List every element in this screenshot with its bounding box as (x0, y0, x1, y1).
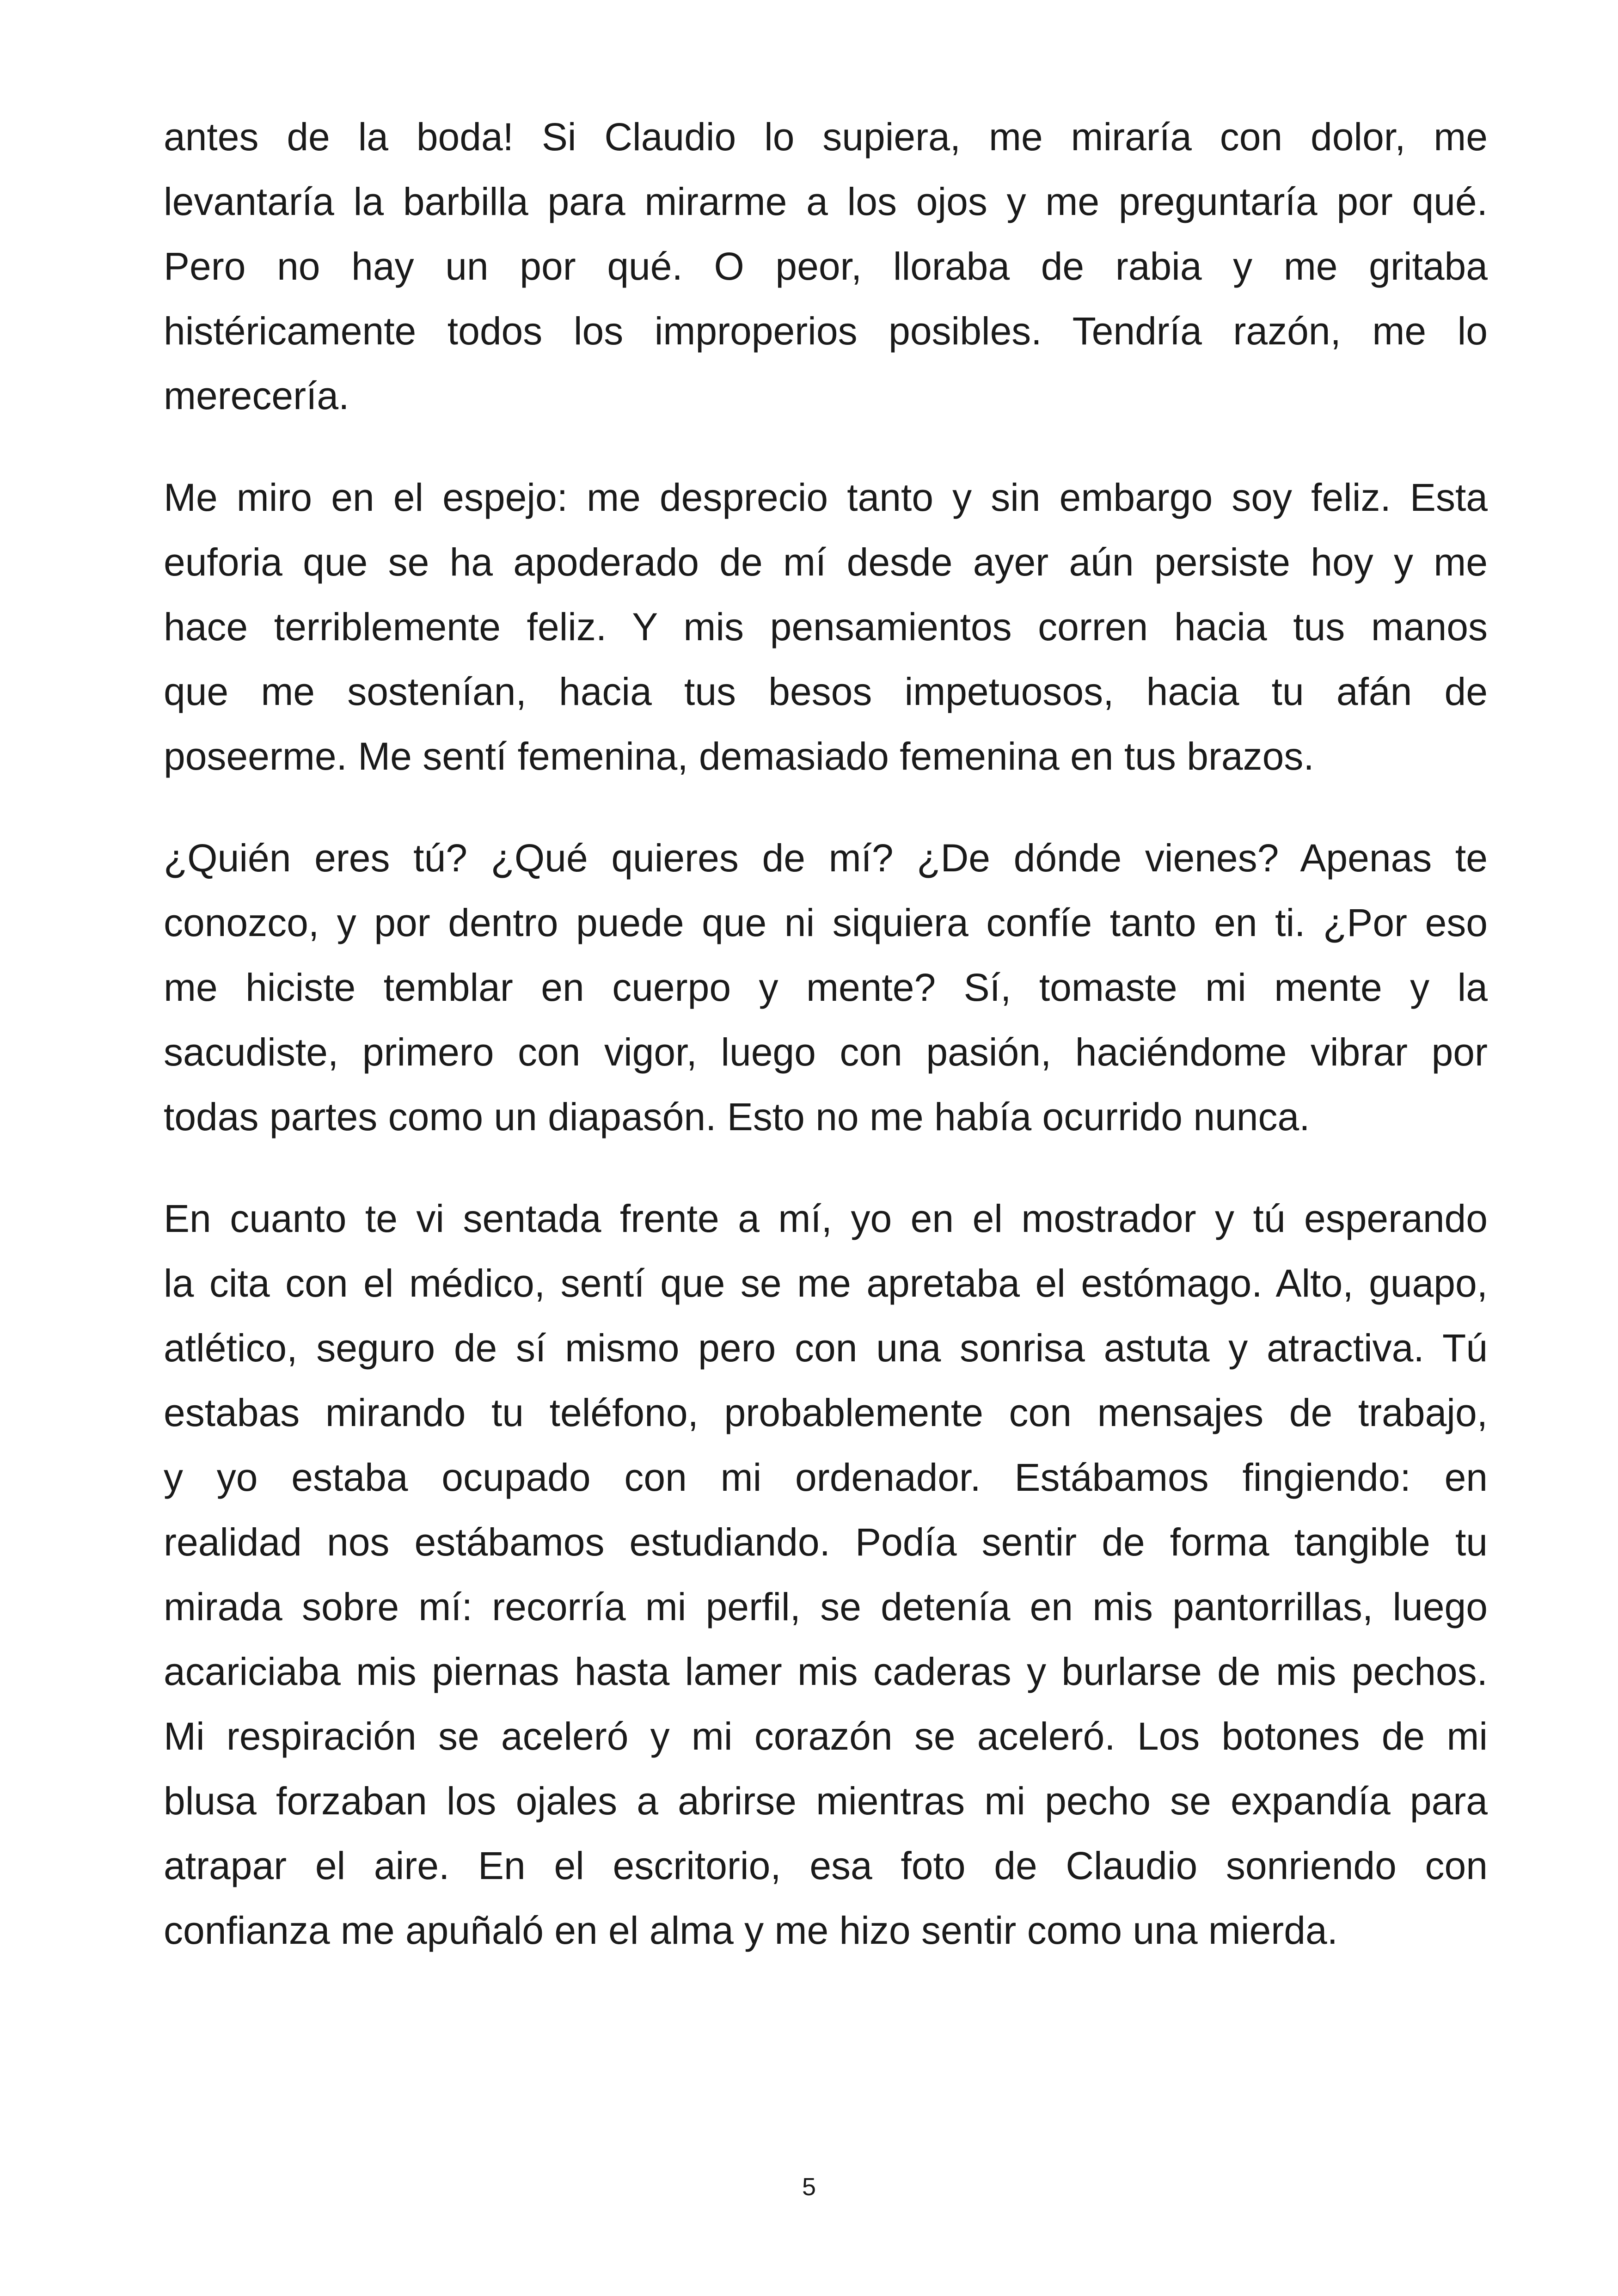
text-line: sacudiste, primero con vigor, luego con pasión, haciéndome vibrar por (164, 1030, 1488, 1074)
text-line: merecería. (164, 374, 349, 417)
paragraph (164, 104, 1488, 428)
paragraph (164, 1186, 1488, 1963)
text-line: atlético, seguro de sí mismo pero con una sonrisa astuta y atractiva. Tú (164, 1326, 1488, 1370)
text-line: hace terriblemente feliz. Y mis pensamientos corren hacia tus manos (164, 605, 1488, 649)
text-line: realidad nos estábamos estudiando. Podía sentir de forma tangible tu (164, 1520, 1488, 1564)
text-line: En cuanto te vi sentada frente a mí, yo en el mostrador y tú esperando (164, 1197, 1488, 1240)
paragraph (164, 465, 1488, 789)
text-line: la cita con el médico, sentí que se me apretaba el estómago. Alto, guapo, (164, 1261, 1488, 1305)
text-line: Pero no hay un por qué. O peor, lloraba de rabia y me gritaba (164, 245, 1488, 288)
text-line: Me miro en el espejo: me desprecio tanto y sin embargo soy feliz. Esta (164, 476, 1488, 519)
text-line: mirada sobre mí: recorría mi perfil, se detenía en mis pantorrillas, luego (164, 1585, 1488, 1629)
text-line: conozco, y por dentro puede que ni siquiera confíe tanto en ti. ¿Por eso (164, 901, 1488, 944)
page-number: 5 (802, 2173, 816, 2201)
text-line: que me sostenían, hacia tus besos impetuosos, hacia tu afán de (164, 670, 1488, 713)
text-line: y yo estaba ocupado con mi ordenador. Estábamos fingiendo: en (164, 1456, 1488, 1499)
body-text (164, 104, 1488, 2000)
text-line: todas partes como un diapasón. Esto no me había ocurrido nunca. (164, 1095, 1310, 1139)
text-line: blusa forzaban los ojales a abrirse mientras mi pecho se expandía para (164, 1779, 1488, 1823)
text-line: levantaría la barbilla para mirarme a los ojos y me preguntaría por qué. (164, 180, 1488, 223)
paragraph (164, 826, 1488, 1149)
text-line: me hiciste temblar en cuerpo y mente? Sí, tomaste mi mente y la (164, 966, 1488, 1009)
text-line: euforia que se ha apoderado de mí desde ayer aún persiste hoy y me (164, 540, 1488, 584)
text-line: atrapar el aire. En el escritorio, esa foto de Claudio sonriendo con (164, 1844, 1488, 1887)
text-line: estabas mirando tu teléfono, probablemente con mensajes de trabajo, (164, 1391, 1488, 1434)
text-line: poseerme. Me sentí femenina, demasiado femenina en tus brazos. (164, 735, 1314, 778)
text-line: histéricamente todos los improperios posibles. Tendría razón, me lo (164, 309, 1488, 353)
text-line: antes de la boda! Si Claudio lo supiera, me miraría con dolor, me (164, 115, 1488, 159)
text-line: Mi respiración se aceleró y mi corazón se aceleró. Los botones de mi (164, 1714, 1488, 1758)
text-line: confianza me apuñaló en el alma y me hizo sentir como una mierda. (164, 1909, 1338, 1952)
text-line: acariciaba mis piernas hasta lamer mis caderas y burlarse de mis pechos. (164, 1650, 1488, 1693)
text-line: ¿Quién eres tú? ¿Qué quieres de mí? ¿De dónde vienes? Apenas te (164, 836, 1488, 880)
